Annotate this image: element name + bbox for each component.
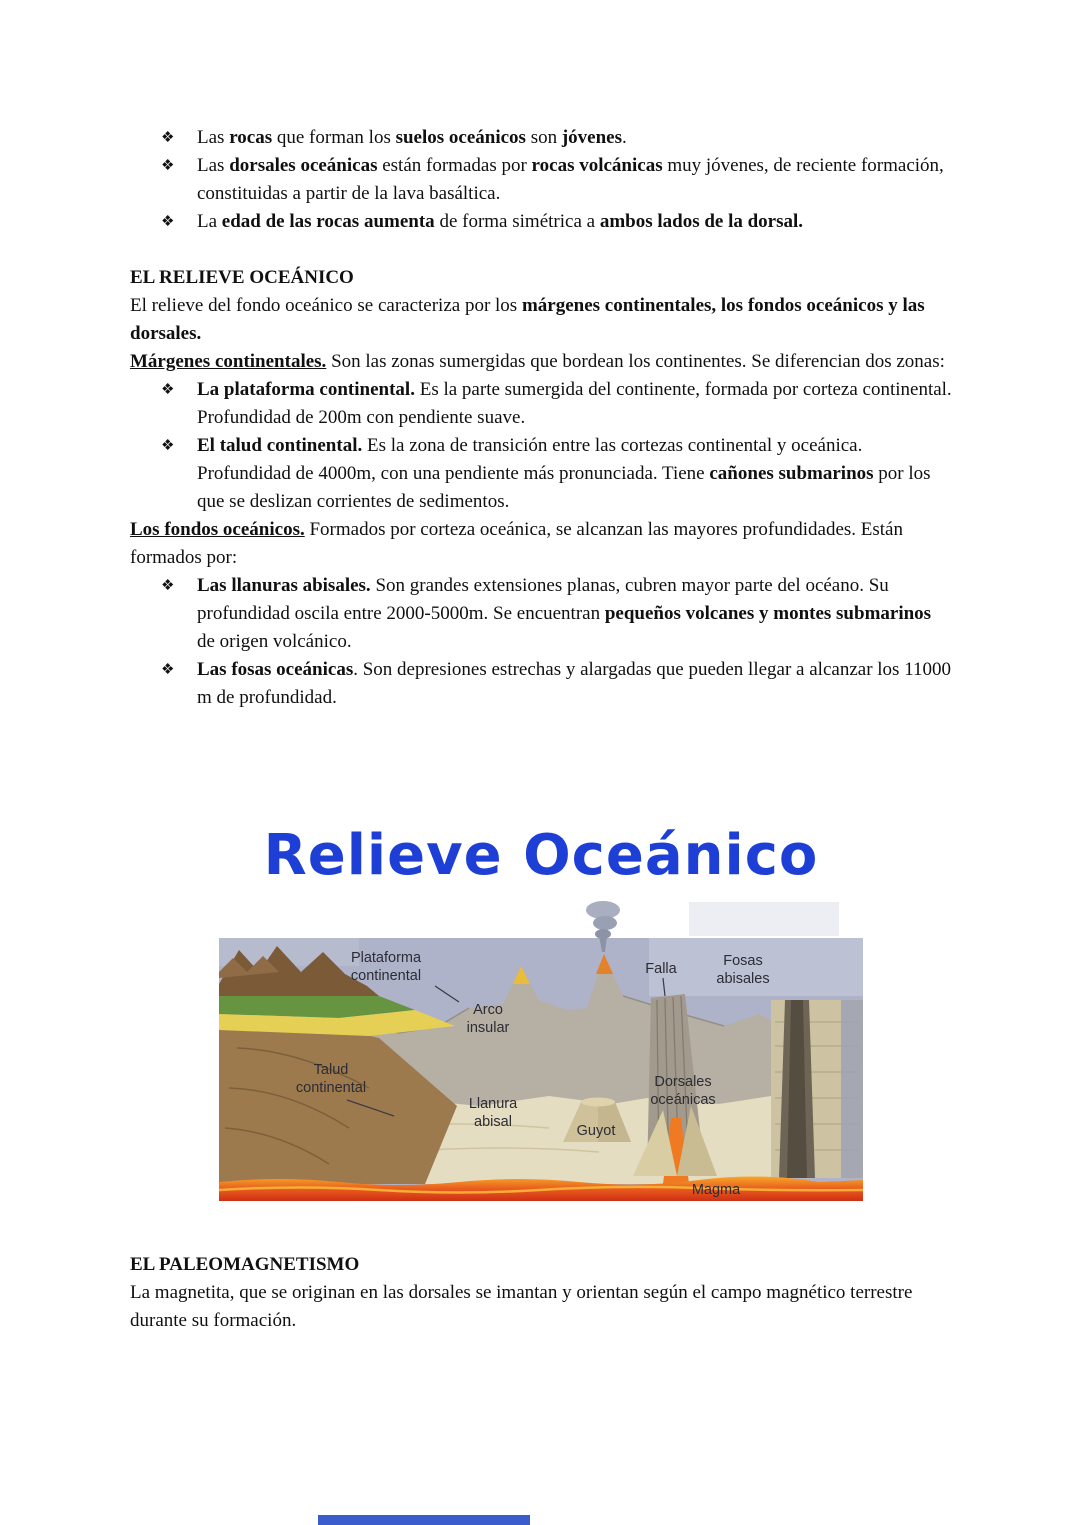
ocean-relief-diagram [219,898,863,1201]
label-guyot: Guyot [576,1123,616,1139]
paragraph-fondos-oceanicos: Los fondos oceánicos. Formados por corteza oceánica, se alcanzan las mayores profundidades. Están formados por: [130,519,903,568]
ocean-trench [771,1000,863,1178]
label-fosas: abisales [716,971,770,987]
label-plataforma: continental [350,968,422,984]
bullet-icon: ❖ [161,578,175,594]
bullet-icon: ❖ [161,214,175,230]
label-arco: insular [466,1020,510,1036]
bullet-icon: ❖ [161,438,175,454]
top-bullet-list [130,124,952,236]
label-llanura: abisal [474,1114,512,1130]
label-llanura: Llanura [468,1096,518,1112]
label-fosas: Fosas [723,953,763,969]
label-arco: Arco [473,1002,503,1018]
label-dorsales: Dorsales [654,1074,712,1090]
label-talud: continental [295,1080,367,1096]
list-item-text: La plataforma continental. Es la parte sumergida del continente, formada por corteza continental. Profundidad de 200m con pendiente suave. [197,379,952,428]
magma-layer [219,1176,863,1201]
label-plataforma: Plataforma [350,950,422,966]
bullet-icon: ❖ [161,662,175,678]
list-item [130,656,952,712]
list-item [130,152,952,208]
list-item [130,572,952,656]
label-talud: Talud [313,1062,349,1078]
list-item [130,208,952,236]
margenes-bullet-list [130,376,952,516]
bullet-icon: ❖ [161,158,175,174]
list-item [130,376,952,432]
figure-title: Relieve Oceánico [263,823,819,888]
paragraph-relieve-intro: El relieve del fondo oceánico se caracteriza por los márgenes continentales, los fondos oceánicos y las dorsales. [130,295,925,344]
list-item [130,124,952,152]
paragraph-paleomagnetismo: La magnetita, que se originan en las dorsales se imantan y orientan según el campo magnético terrestre durante su formación. [130,1282,913,1331]
list-item-text: Las fosas oceánicas. Son depresiones estrechas y alargadas que pueden llegar a alcanzar los 11000 m de profundidad. [197,659,951,708]
section-heading-paleomagnetismo: EL PALEOMAGNETISMO [130,1254,360,1275]
list-item-text: Las llanuras abisales. Son grandes extensiones planas, cubren mayor parte del océano. Su profundidad oscila entre 2000-5000m. Se encuentran pequeños volcanes y montes submarinos de origen volcánico. [197,575,932,652]
bullet-icon: ❖ [161,130,175,146]
label-falla: Falla [645,961,677,977]
label-dorsales: oceánicas [650,1092,716,1108]
ocean-relief-figure [130,824,952,1201]
fondos-bullet-list [130,572,952,712]
list-item-text: Las rocas que forman los suelos oceánicos son jóvenes. [197,127,627,148]
paragraph-margenes-continentales: Márgenes continentales. Son las zonas sumergidas que bordean los continentes. Se diferencian dos zonas: [130,351,945,372]
list-item-text: Las dorsales oceánicas están formadas por rocas volcánicas muy jóvenes, de reciente formación, constituidas a partir de la lava basáltica. [197,155,944,204]
faint-patch [689,902,839,936]
label-magma: Magma [691,1182,741,1198]
document-page [130,0,952,1335]
list-item [130,432,952,516]
list-item-text: La edad de las rocas aumenta de forma simétrica a ambos lados de la dorsal. [197,211,804,232]
next-page-image-edge [318,1515,530,1525]
list-item-text: El talud continental. Es la zona de transición entre las cortezas continental y oceánica. Profundidad de 4000m, con una pendiente más pronunciada. Tiene cañones submarinos por los que se deslizan corrientes de sedimentos. [197,435,931,512]
section-heading-relieve-oceanico: EL RELIEVE OCEÁNICO [130,267,354,288]
bullet-icon: ❖ [161,382,175,398]
